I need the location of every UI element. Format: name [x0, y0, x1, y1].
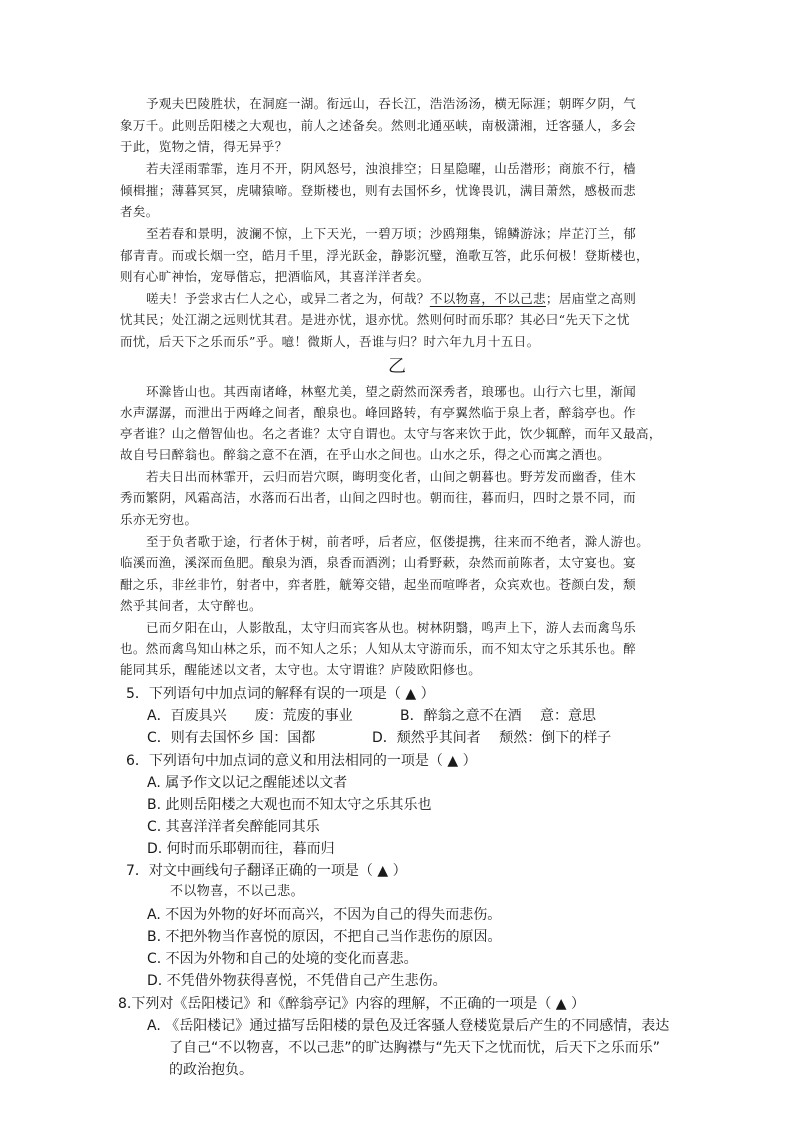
q7-stem: 7．对文中画线句子翻译正确的一项是（ ▲ ）	[126, 863, 407, 879]
q6-option-b: B. 此则岳阳楼之大观也而不知太守之乐其乐也	[147, 797, 432, 813]
jia-p1-line3: 于此，览物之情，得无异乎？	[120, 139, 288, 154]
q5-option-b: B．醉翁之意不在酒 意：意思	[400, 708, 597, 724]
yi-p1-line3: 亭者谁？山之僧智仙也。名之者谁？太守自谓也。太守与客来饮于此，饮少辄醉，而年又最高，	[120, 426, 662, 441]
q6-option-d: D. 何时而乐耶朝而往，暮而归	[147, 841, 335, 857]
q7-option-c: C. 不因为外物和自己的处境的变化而喜悲。	[147, 951, 418, 967]
yi-p4-line3: 能同其乐，醒能述以文者，太守也。太守谓谁？庐陵欧阳修也。	[120, 662, 482, 677]
jia-p3-line3: 则有心旷神怡，宠辱偕忘，把酒临风，其喜洋洋者矣。	[120, 269, 430, 284]
jia-p4-text-a: 嗟夫！予尝求古仁人之心，或异二者之为，何哉？	[146, 291, 430, 306]
q7-quote: 不以物喜，不以己悲。	[170, 884, 305, 899]
q6-option-a: A. 属予作文以记之醒能述以文者	[147, 775, 348, 791]
q5-stem: 5．下列语句中加点词的解释有误的一项是（ ▲ ）	[126, 686, 435, 702]
section-yi-label: 乙	[388, 356, 406, 377]
yi-p3-line1: 至于负者歌于途，行者休于树，前者呼，后者应，伛偻提携，往来而不绝者，滁人游也。	[146, 534, 650, 549]
yi-p4-line2: 也。然而禽鸟知山林之乐，而不知人之乐；人知从太守游而乐，而不知太守之乐其乐也。醉	[120, 641, 637, 656]
q6-stem: 6．下列语句中加点词的意义和用法相同的一项是（ ▲ ）	[126, 753, 477, 769]
yi-p3-line4: 然乎其间者，太守醉也。	[120, 598, 262, 613]
q8-stem: 8.下列对《岳阳楼记》和《醉翁亭记》内容的理解，不正确的一项是（ ▲ ）	[118, 996, 586, 1012]
yi-p1-line4: 故自号曰醉翁也。醉翁之意不在酒，在乎山水之间也。山水之乐，得之心而寓之酒也。	[120, 447, 611, 462]
q7-option-b: B. 不把外物当作喜悦的原因，不把自己当作悲伤的原因。	[147, 929, 502, 945]
jia-p2-line3: 者矣。	[120, 204, 159, 219]
yi-p2-line2: 秀而繁阴，风霜高洁，水落而石出者，山间之四时也。朝而往，暮而归，四时之景不同，而	[120, 490, 637, 505]
q7-option-d: D. 不凭借外物获得喜悦，不凭借自己产生悲伤。	[147, 973, 447, 989]
q8-option-a-line3: 的政治抱负。	[169, 1062, 253, 1078]
q8-option-a-line2: 了自己“不以物喜，不以己悲”的旷达胸襟与“先天下之忧而忧，后天下之乐而乐”	[169, 1040, 661, 1056]
jia-p4-line1	[146, 289, 680, 309]
yi-p2-line3: 乐亦无穷也。	[120, 512, 198, 527]
yi-p1-line1: 环滁皆山也。其西南诸峰，林壑尤美，望之蔚然而深秀者，琅琊也。山行六七里，渐闻	[146, 384, 637, 399]
yi-p2-line1: 若夫日出而林霏开，云归而岩穴暝，晦明变化者，山间之朝暮也。野芳发而幽香，佳木	[146, 469, 637, 484]
jia-p1-line2: 象万千。此则岳阳楼之大观也，前人之述备矣。然则北通巫峡，南极潇湘，迁客骚人，多会	[120, 118, 637, 133]
jia-p1-line1: 予观夫巴陵胜状，在洞庭一湖。衔远山，吞长江，浩浩汤汤，横无际涯；朝晖夕阴，气	[146, 96, 637, 111]
jia-p2-line2: 倾楫摧；薄暮冥冥，虎啸猿啼。登斯楼也，则有去国怀乡，忧谗畏讥，满目萧然，感极而悲	[120, 183, 637, 198]
yi-p3-line3: 酣之乐，非丝非竹，射者中，弈者胜，觥筹交错，起坐而喧哗者，众宾欢也。苍颜白发，颓	[120, 577, 637, 592]
jia-p3-line1: 至若春和景明，波澜不惊，上下天光，一碧万顷；沙鸥翔集，锦鳞游泳；岸芷汀兰，郁	[146, 226, 637, 241]
q6-option-c: C. 其喜洋洋者矣醉能同其乐	[147, 819, 320, 835]
jia-p4-text-b: ；居庙堂之高则	[545, 291, 637, 306]
yi-p4-line1: 已而夕阳在山，人影散乱，太守归而宾客从也。树林阴翳，鸣声上下，游人去而禽鸟乐	[146, 620, 637, 635]
q5-option-c: C．则有去国怀乡 国：国都	[147, 730, 316, 746]
q5-option-d: D．颓然乎其间者 颓然：倒下的样子	[372, 730, 612, 746]
jia-p4-line3: 而忧，后天下之乐而乐”乎。噫！微斯人，吾谁与归？时六年九月十五日。	[120, 334, 540, 349]
jia-p2-line1: 若夫淫雨霏霏，连月不开，阴风怒号，浊浪排空；日星隐曜，山岳潜形；商旅不行，樯	[146, 161, 637, 176]
q8-option-a-line1: A. 《岳阳楼记》通过描写岳阳楼的景色及迁客骚人登楼览景后产生的不同感情，表达	[147, 1018, 670, 1034]
jia-p3-line2: 郁青青。而或长烟一空，皓月千里，浮光跃金，静影沉璧，渔歌互答，此乐何极！登斯楼也，	[120, 248, 649, 263]
q7-option-a: A. 不因为外物的好坏而高兴，不因为自己的得失而悲伤。	[147, 907, 502, 923]
jia-p4-line2: 忧其民；处江湖之远则忧其君。是进亦忧，退亦忧。然则何时而乐耶？其必曰“先天下之忧	[120, 312, 630, 327]
underlined-sentence: 不以物喜，不以己悲	[429, 291, 546, 306]
yi-p1-line2: 水声潺潺，而泄出于两峰之间者，酿泉也。峰回路转，有亭翼然临于泉上者，醉翁亭也。作	[120, 405, 637, 420]
yi-p3-line2: 临溪而渔，溪深而鱼肥。酿泉为酒，泉香而酒洌；山肴野蔌，杂然而前陈者，太守宴也。宴	[120, 555, 637, 570]
q5-option-a: A．百废具兴 废：荒废的事业	[147, 708, 353, 724]
